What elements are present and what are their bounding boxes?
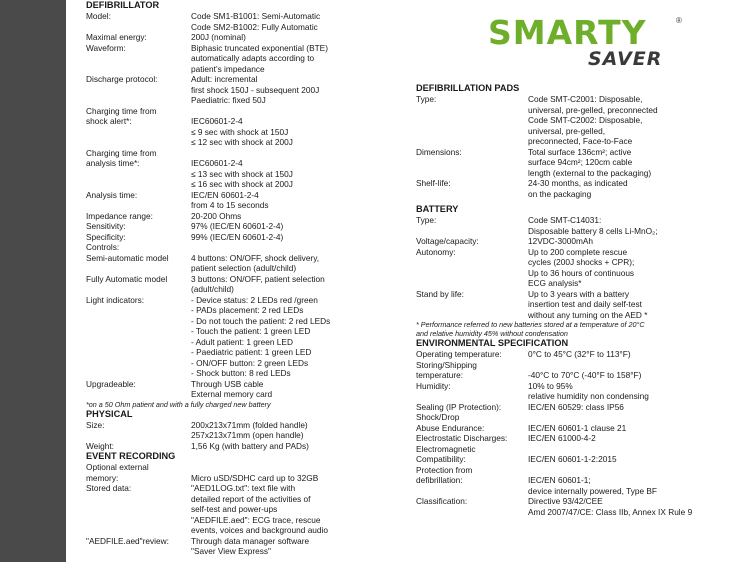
spec-label: Stored data: bbox=[86, 483, 132, 493]
spec-row bbox=[416, 402, 746, 413]
spec-row bbox=[416, 381, 746, 402]
spec-row bbox=[86, 253, 386, 274]
footnote: *on a 50 Ohm patient and with a fully charged new battery bbox=[86, 399, 271, 409]
spec-value: 20-200 Ohms bbox=[191, 210, 242, 221]
spec-value: -40°C to 70°C (-40°F to 158°F) bbox=[528, 370, 642, 380]
spec-label: Storing/Shipping temperature: bbox=[416, 359, 477, 380]
spec-row bbox=[416, 496, 746, 517]
spec-row bbox=[86, 379, 386, 400]
spec-row bbox=[86, 274, 386, 295]
spec-value: IEC60601-2-4 ≤ 13 sec with shock at 150J ≤ 16 sec with shock at 200J bbox=[191, 158, 293, 189]
spec-label: Optional external memory: bbox=[86, 462, 149, 483]
spec-value: Up to 200 complete rescue cycles (200J shocks + CPR); Up to 36 hours of continuous ECG analysis* bbox=[528, 246, 635, 288]
logo-registered-mark: ® bbox=[676, 16, 682, 25]
spec-row bbox=[416, 433, 746, 444]
spec-label: Impedance range: bbox=[86, 210, 153, 221]
spec-value: 99% (IEC/EN 60601-2-4) bbox=[191, 231, 284, 242]
spec-label: Light indicators: bbox=[86, 294, 145, 305]
spec-label: Sensitivity: bbox=[86, 221, 126, 231]
spec-value: 200x213x71mm (folded handle) 257x213x71mm (open handle) bbox=[191, 419, 308, 440]
logo-brand: SMARTY bbox=[488, 13, 647, 52]
spec-value: "AED1LOG.txt": text file with detailed report of the activities of self-test and power-ups "AEDFILE.aed": ECG trace, rescue events, voices and background audio bbox=[191, 483, 328, 535]
spec-label: Autonomy: bbox=[416, 246, 456, 257]
spec-value: - Device status: 2 LEDs red /green - PADs placement: 2 red LEDs - Do not touch the patient: 2 red LEDs - Touch the patient: 1 green LED - Adult patient: 1 green LED - Paediatric patient: 1 green LED - ON/OFF button: 2 green LEDs - Shock button: 8 red LEDs bbox=[191, 294, 331, 378]
physical-specs bbox=[86, 420, 386, 452]
spec-label: Analysis time: bbox=[86, 189, 138, 200]
spec-row bbox=[416, 349, 746, 360]
defibrillator-specs bbox=[86, 11, 386, 400]
spec-label: Specificity: bbox=[86, 231, 126, 242]
spec-label: Charging time from analysis time*: bbox=[86, 147, 157, 168]
spec-label: Semi-automatic model bbox=[86, 252, 169, 263]
spec-label: Type: bbox=[416, 94, 437, 104]
spec-row bbox=[416, 147, 746, 179]
section-heading: DEFIBRILLATOR bbox=[86, 0, 160, 10]
spec-label: Model: bbox=[86, 11, 111, 21]
spec-row bbox=[86, 441, 386, 452]
spec-label: Weight: bbox=[86, 440, 114, 451]
event-recording-specs bbox=[86, 462, 386, 557]
spec-value: Code SM1-B1001: Semi-Automatic Code SM2-B1002: Fully Automatic bbox=[191, 11, 321, 32]
spec-row bbox=[86, 11, 386, 32]
spec-row bbox=[416, 444, 746, 465]
spec-row bbox=[86, 536, 386, 557]
spec-row bbox=[86, 420, 386, 441]
section-heading: BATTERY bbox=[416, 204, 459, 214]
spec-label: Upgradeable: bbox=[86, 378, 136, 389]
spec-row bbox=[416, 289, 746, 321]
spec-value: Code SMT-C2001: Disposable, universal, pre-gelled, preconnected Code SMT-C2002: Disposable, universal, pre-gelled, preconnected, Face-to-Face bbox=[528, 94, 658, 146]
section-heading: ENVIRONMENTAL SPECIFICATION bbox=[416, 338, 569, 348]
spec-label: Sealing (IP Protection): bbox=[416, 401, 502, 412]
spec-label: Type: bbox=[416, 215, 437, 225]
spec-row bbox=[86, 232, 386, 243]
spec-row bbox=[416, 178, 746, 199]
spec-label: Shelf-life: bbox=[416, 178, 451, 188]
spec-row bbox=[416, 247, 746, 289]
spec-label: Size: bbox=[86, 419, 105, 430]
spec-row bbox=[416, 412, 746, 433]
spec-value: IEC/EN 60601-2-4 from 4 to 15 seconds bbox=[191, 189, 269, 210]
spec-value: IEC/EN 60601-1-2:2015 bbox=[528, 454, 617, 464]
left-column bbox=[86, 0, 386, 557]
spec-row bbox=[86, 74, 386, 106]
spec-label: Charging time from shock alert*: bbox=[86, 105, 157, 126]
spec-value: IEC/EN 60601-1 clause 21 bbox=[528, 422, 627, 433]
spec-label: "AEDFILE.aed"review: bbox=[86, 535, 169, 546]
spec-value: 1,56 Kg (with battery and PADs) bbox=[191, 440, 309, 451]
spec-row bbox=[416, 236, 746, 247]
spec-value: 3 buttons: ON/OFF, patient selection (adult/child) bbox=[191, 273, 325, 294]
logo-sub: SAVER bbox=[588, 48, 663, 70]
spec-value: 200J (nominal) bbox=[191, 32, 246, 42]
section-heading: DEFIBRILLATION PADS bbox=[416, 83, 520, 93]
spec-value: Through USB cable External memory card bbox=[191, 378, 273, 399]
spec-value: Code SMT-C14031: Disposable battery 8 cells Li-MnO₂; bbox=[528, 215, 658, 236]
spec-label: Protection from defibrillation: bbox=[416, 464, 473, 485]
spec-row bbox=[86, 211, 386, 222]
spec-value: Directive 93/42/CEE Amd 2007/47/CE: Class IIb, Annex IX Rule 9 bbox=[528, 496, 693, 517]
spec-label: Controls: bbox=[86, 242, 120, 252]
spec-label: Stand by life: bbox=[416, 288, 464, 299]
spec-value: IEC/EN 60601-1; device internally powered, Type BF bbox=[528, 475, 657, 496]
spec-label: Electrostatic Discharges: bbox=[416, 433, 508, 443]
section-heading: PHYSICAL bbox=[86, 408, 133, 419]
spec-value: Through data manager software "Saver View Express" bbox=[191, 535, 310, 556]
spec-row bbox=[86, 43, 386, 75]
spec-row bbox=[86, 221, 386, 232]
spec-label: Humidity: bbox=[416, 380, 451, 391]
spec-value: 4 buttons: ON/OFF, shock delivery, patient selection (adult/child) bbox=[191, 252, 320, 273]
spec-row bbox=[416, 465, 746, 497]
spec-row bbox=[416, 360, 746, 381]
spec-row bbox=[416, 215, 746, 236]
spec-row bbox=[86, 32, 386, 43]
spec-label: Discharge protocol: bbox=[86, 74, 158, 84]
spec-label: Voltage/capacity: bbox=[416, 236, 479, 246]
spec-value: 97% (IEC/EN 60601-2-4) bbox=[191, 221, 284, 231]
footnote: * Performance referred to new batteries stored at a temperature of 20°C and relative humidity 45% without condensation bbox=[416, 320, 645, 338]
spec-value: Up to 3 years with a battery insertion test and daily self-test without any turning on the AED * bbox=[528, 288, 648, 320]
environmental-specs bbox=[416, 349, 746, 517]
spec-row bbox=[86, 295, 386, 379]
spec-value: IEC/EN 60529: class IP56 bbox=[528, 401, 624, 412]
battery-specs bbox=[416, 215, 746, 320]
spec-label: Operating temperature: bbox=[416, 349, 502, 359]
spec-value: IEC60601-2-4 ≤ 9 sec with shock at 150J ≤ 12 sec with shock at 200J bbox=[191, 116, 293, 147]
section-heading: EVENT RECORDING bbox=[86, 451, 176, 461]
spec-label: Shock/Drop Abuse Endurance: bbox=[416, 412, 485, 433]
spec-label: Fully Automatic model bbox=[86, 273, 168, 284]
spec-row bbox=[86, 106, 386, 148]
spec-row bbox=[86, 190, 386, 211]
spec-value: Total surface 136cm²; active surface 94cm²; 120cm cable length (external to the packaging) bbox=[528, 146, 652, 178]
spec-label: Electromagnetic Compatibility: bbox=[416, 443, 476, 464]
smarty-saver-logo bbox=[488, 14, 688, 74]
spec-value: 10% to 95% relative humidity non condensing bbox=[528, 380, 649, 401]
spec-value: 0°C to 45°C (32°F to 113°F) bbox=[528, 349, 631, 359]
spec-label: Dimensions: bbox=[416, 146, 462, 157]
spec-row bbox=[86, 483, 386, 536]
spec-row bbox=[86, 148, 386, 190]
spec-value: 24-30 months, as indicated on the packaging bbox=[528, 178, 628, 199]
spec-value: Adult: incremental first shock 150J - subsequent 200J Paediatric: fixed 50J bbox=[191, 74, 320, 105]
spec-value: Micro uSD/SDHC card up to 32GB bbox=[191, 472, 319, 483]
spec-row bbox=[86, 462, 386, 483]
right-column bbox=[416, 83, 746, 517]
spec-label: Waveform: bbox=[86, 42, 126, 53]
spec-value: Biphasic truncated exponential (BTE) automatically adapts according to patient’s impedance bbox=[191, 42, 328, 74]
spec-row bbox=[416, 94, 746, 147]
spec-sheet bbox=[66, 0, 755, 562]
spec-value: IEC/EN 61000-4-2 bbox=[528, 433, 596, 443]
spec-label: Classification: bbox=[416, 496, 468, 506]
spec-value: 12VDC-3000mAh bbox=[528, 236, 594, 246]
spec-label: Maximal energy: bbox=[86, 32, 147, 42]
pads-specs bbox=[416, 94, 746, 199]
spec-row bbox=[86, 242, 386, 253]
